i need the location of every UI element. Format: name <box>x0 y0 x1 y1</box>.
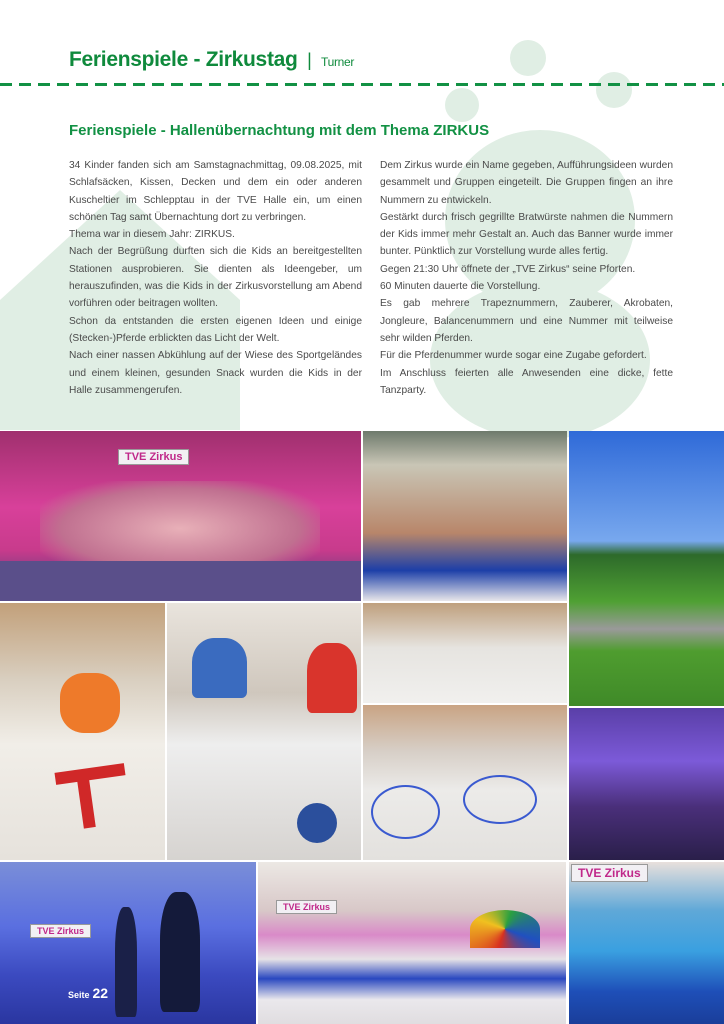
paragraph: Gegen 21:30 Uhr öffnete der „TVE Zirkus“ seine Pforten. <box>380 263 636 275</box>
paragraph: 60 Minuten dauerte die Vorstellung. <box>380 281 541 293</box>
page-number-value: 22 <box>92 985 109 1001</box>
photo-banner: TVE Zirkus <box>118 449 189 465</box>
paragraph: Dem Zirkus wurde ein Name gegeben, Aufführungsideen wurden gesammelt und Gruppen eingeteilt. Die Gruppen fingen an ihre Nummern zu entwickeln. <box>380 160 673 206</box>
page-number <box>68 985 108 1001</box>
photo-painting-banner <box>0 603 165 860</box>
header-section: Turner <box>321 55 355 69</box>
page-header <box>69 48 354 72</box>
photo-performance-blue-stage <box>0 862 256 1024</box>
paragraph: Für die Pferdenummer wurde sogar eine Zugabe gefordert. <box>380 350 647 362</box>
header-title: Ferienspiele - Zirkustag <box>69 48 298 71</box>
article-title: Ferienspiele - Hallenübernachtung mit dem Thema ZIRKUS <box>69 122 490 139</box>
photo-sky-field <box>569 431 724 706</box>
photo-hoop-practice <box>363 603 567 703</box>
paragraph: Gestärkt durch frisch gegrillte Bratwürste nahmen die Nummern der Kids immer mehr Gestalt an. Auch das Banner wurde immer bunter. Pünktlich zur Vorstellung wurde alles fertig. <box>380 211 673 258</box>
photo-gym-tent <box>258 862 566 1024</box>
photo-gym-group-standing <box>363 431 567 601</box>
photo-group-on-stage <box>0 431 361 601</box>
photo-banner: TVE Zirkus <box>571 864 648 882</box>
paragraph: Nach der Begrüßung durften sich die Kids an bereitgestellten Stationen ausprobieren. Sie dienten als Ideengeber, um herauszufinden, was die Kids in der Zirkusvorstellung am Abend vorführen oder beitragen wollten. <box>69 246 362 310</box>
photo-audience-purple <box>569 708 724 860</box>
paragraph: Thema war in diesem Jahr: ZIRKUS. <box>69 229 235 241</box>
paragraph: Es gab mehrere Trapeznummern, Zauberer, Akrobaten, Jongleure, Balancenummern und eine Nummer mit teilweise sehr wilden Pferden. <box>380 298 673 344</box>
header-separator: | <box>307 50 312 70</box>
page-label: Seite <box>68 990 90 1000</box>
article-right-column <box>380 157 673 399</box>
paragraph: Im Anschluss feierten alle Anwesenden eine dicke, fette Tanzparty. <box>380 367 673 396</box>
paragraph: 34 Kinder fanden sich am Samstagnachmittag, 09.08.2025, mit Schlafsäcken, Kissen, Decken und dem ein oder anderen Kuscheltier im Schlepptau in der TVE Halle ein, um einen schönen Tag samt Übernachtung dort zu verbringen. <box>69 160 362 223</box>
photo-snack-table <box>167 603 361 860</box>
photo-banner: TVE Zirkus <box>276 900 337 914</box>
photo-banner: TVE Zirkus <box>30 924 91 938</box>
paragraph: Schon da entstanden die ersten eigenen Ideen und einige (Stecken-)Pferde erblickten das Licht der Welt. <box>69 315 362 344</box>
paragraph: Nach einer nassen Abkühlung auf der Wiese des Sportgeländes und einem kleinen, gesunden Snack wurden die Kids in der Halle zusammengerufen. <box>69 350 362 396</box>
dashed-divider <box>0 83 724 86</box>
photo-kids-on-mat <box>569 862 724 1024</box>
photo-hula-hoops <box>363 705 567 860</box>
article-left-column <box>69 157 362 399</box>
